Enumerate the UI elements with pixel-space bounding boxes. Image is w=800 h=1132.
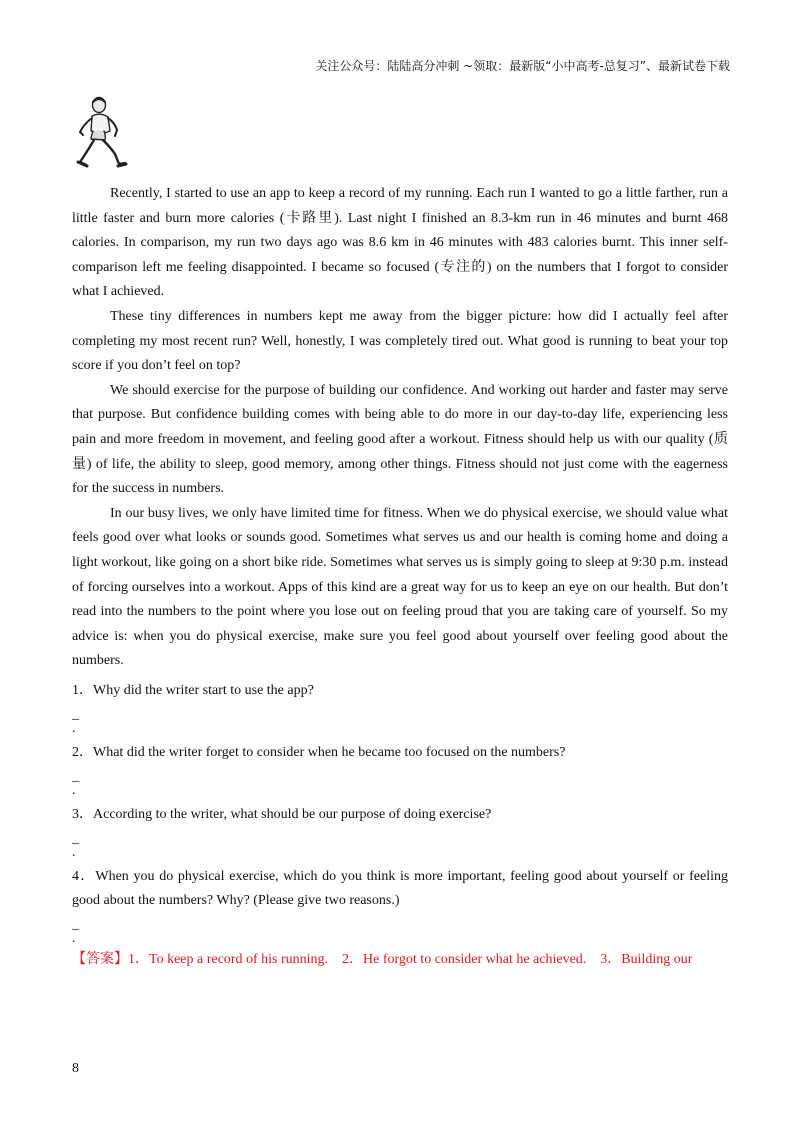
answer-blank-end: . (72, 720, 76, 736)
answer-blank: _ (72, 768, 79, 784)
running-man-icon (74, 96, 128, 174)
answer-blank: _ (72, 830, 79, 846)
answer-key: 【答案】1．To keep a record of his running. 2．He forgot to consider what he achieved. 3．Building our (72, 951, 693, 967)
page-header: 关注公众号：陆陆高分冲刺 ~领取：最新版“小中高考-总复习”、最新试卷下载 (315, 59, 730, 73)
answer-blank-end: . (72, 844, 76, 860)
page-number: 8 (72, 1061, 79, 1076)
answer-blank-end: . (72, 930, 76, 946)
answer-blank: _ (72, 706, 79, 722)
question-2: 2．What did the writer forget to consider when he became too focused on the numbers? (72, 744, 566, 760)
answer-blank: _ (72, 916, 79, 932)
article-paragraph: We should exercise for the purpose of building our confidence. And working out harder and faster may serve that purpose. But confidence building comes with being able to do more in our day-to-day life, experiencing less pain and more freedom in movement, and feeling good after a workout. Fitness should help us with our quality (质量) of life, the ability to sleep, good memory, among other things. Fitness should not just come with the eagerness for the success in numbers. (72, 382, 728, 497)
content (72, 182, 728, 972)
article-paragraph: Recently, I started to use an app to keep a record of my running. Each run I wanted to go a little farther, run a little faster and burn more calories (卡路里). Last night I finished an 8.3-km run in 46 minutes and burnt 468 calories. In comparison, my run two days ago was 8.6 km in 46 minutes with 483 calories burnt. This inner self-comparison left me feeling disappointed. I became so focused (专注的) on the numbers that I forgot to consider what I achieved. (72, 186, 728, 300)
question-4: 4．When you do physical exercise, which do you think is more important, feeling good about yourself or feeling good about the numbers? Why? (Please give two reasons.) (72, 868, 728, 908)
article-paragraph: These tiny differences in numbers kept me away from the bigger picture: how did I actually feel after completing my most recent run? Well, honestly, I was completely tired out. What good is running to beat your top score if you don’t feel on top? (72, 308, 728, 374)
article-paragraph: In our busy lives, we only have limited time for fitness. When we do physical exercise, we should value what feels good over what looks or sounds good. Sometimes what serves us and our health is coming home and doing a light workout, like going on a short bike ride. Sometimes what serves us is simply going to sleep at 9:30 p.m. instead of forcing ourselves into a workout. Apps of this kind are a great way for us to keep an eye on our health. But don’t read into the numbers to the point where you lose out on feeling proud that you are taking care of yourself. So my advice is: when you do physical exercise, make sure you feel good about yourself over feeling good about the numbers. (72, 505, 728, 669)
question-3: 3．According to the writer, what should be our purpose of doing exercise? (72, 806, 492, 822)
question-1: 1．Why did the writer start to use the app? (72, 682, 314, 698)
answer-blank-end: . (72, 782, 76, 798)
